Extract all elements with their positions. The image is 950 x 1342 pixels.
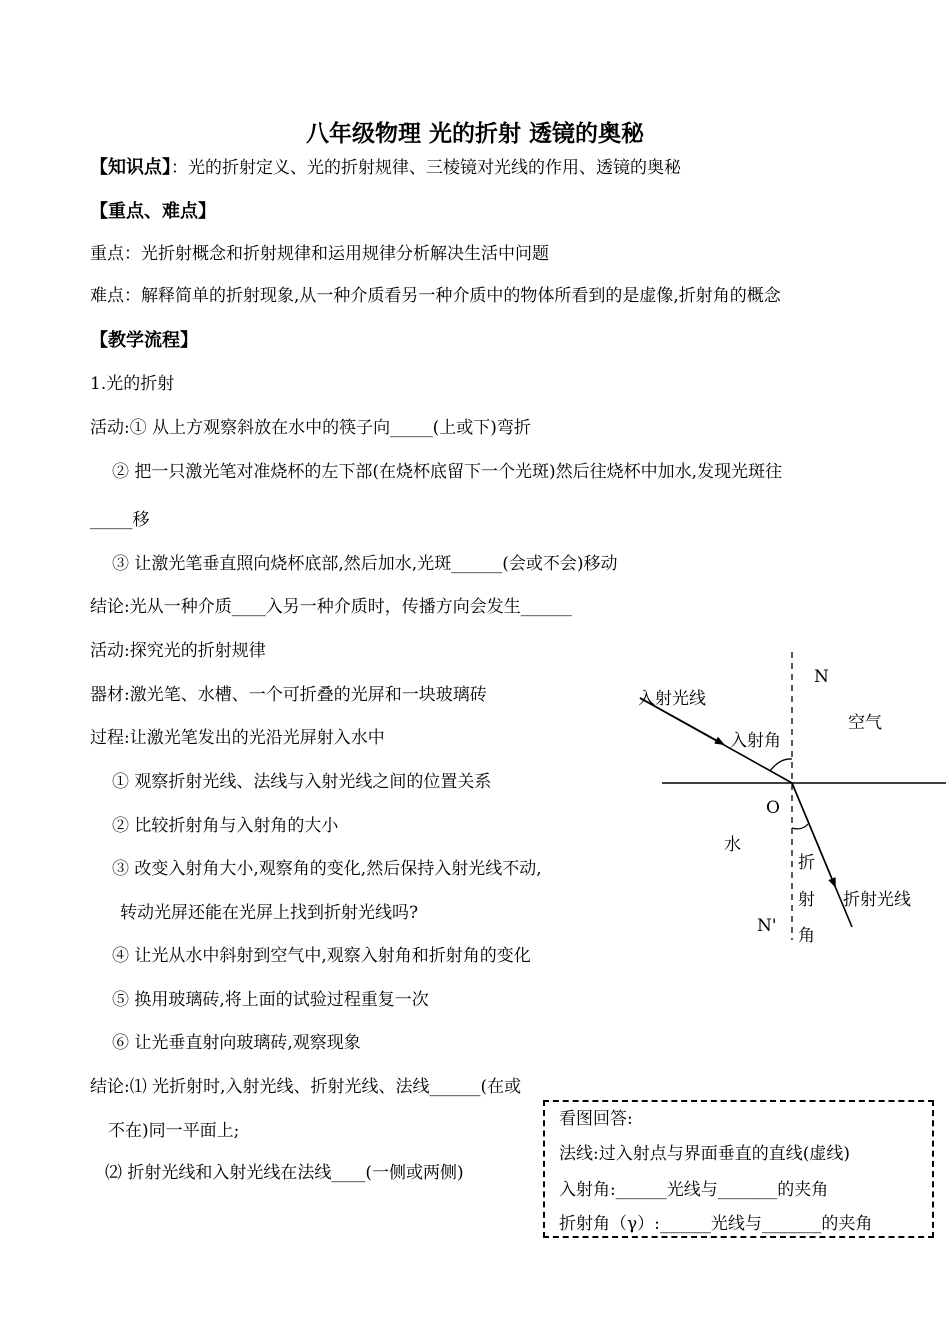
incident-angle-label: 入射角: [730, 731, 781, 751]
step-item: 转动光屏还能在光屏上找到折射光线吗?: [120, 903, 419, 923]
incident-ray-label: 入射光线: [638, 689, 706, 709]
knowledge-label: 【知识点】: [90, 157, 171, 178]
process: 过程:让激光笔发出的光沿光屏射入水中: [90, 728, 385, 748]
process-header: 【教学流程】: [90, 330, 198, 351]
conclusion2-line: ⑵ 折射光线和入射光线在法线____(一侧或两侧): [105, 1163, 464, 1183]
conclusion2-line: 结论:⑴ 光折射时,入射光线、折射光线、法线______(在或: [90, 1077, 522, 1097]
activity1-line: ③ 让激光笔垂直照向烧杯底部,然后加水,光斑______(会或不会)移动: [112, 554, 618, 574]
key-points-header: 【重点、难点】: [90, 201, 216, 222]
refraction-angle-char: 角: [798, 926, 815, 946]
step-item: ③ 改变入射角大小,观察角的变化,然后保持入射光线不动,: [112, 859, 542, 879]
incident-angle-arc: [770, 759, 792, 771]
page-title: 八年级物理 光的折射 透镜的奥秘: [305, 120, 644, 147]
difficulty: 难点：解释简单的折射现象,从一种介质看另一种介质中的物体所看到的是虚像,折射角的概念: [90, 286, 781, 306]
refraction-diagram: [630, 650, 948, 960]
water-label: 水: [724, 835, 741, 855]
answer-line: 折射角（γ）:______光线与_______的夹角: [559, 1214, 873, 1234]
step-item: ① 观察折射光线、法线与入射光线之间的位置关系: [112, 772, 492, 792]
normal-label-n: N: [814, 667, 829, 687]
step-item: ④ 让光从水中斜射到空气中,观察入射角和折射角的变化: [112, 946, 531, 966]
air-label: 空气: [848, 713, 882, 733]
section-title: 1.光的折射: [90, 374, 175, 394]
key-point: 重点：光折射概念和折射规律和运用规律分析解决生活中问题: [90, 244, 549, 264]
equipment: 器材:激光笔、水槽、一个可折叠的光屏和一块玻璃砖: [90, 685, 487, 705]
step-item: ⑤ 换用玻璃砖,将上面的试验过程重复一次: [112, 990, 429, 1010]
point-o-label: O: [766, 798, 780, 818]
conclusion2-line: 不在)同一平面上;: [108, 1121, 240, 1141]
activity1-line: _____移: [90, 510, 150, 530]
conclusion1: 结论:光从一种介质____入另一种介质时，传播方向会发生______: [90, 597, 572, 617]
refracted-ray-label: 折射光线: [843, 890, 911, 910]
normal-label-n-prime: N': [757, 916, 777, 936]
answer-line: 看图回答:: [559, 1109, 633, 1129]
step-item: ⑥ 让光垂直射向玻璃砖,观察现象: [112, 1033, 361, 1053]
refraction-angle-char: 射: [798, 890, 815, 910]
step-item: ② 比较折射角与入射角的大小: [112, 816, 339, 836]
answer-box: [543, 1100, 934, 1238]
activity1-line: ② 把一只激光笔对准烧杯的左下部(在烧杯底留下一个光斑)然后往烧杯中加水,发现光斑往: [112, 462, 783, 482]
refraction-angle-arc: [792, 824, 808, 829]
refraction-angle-char: 折: [798, 853, 815, 873]
answer-line: 入射角:______光线与_______的夹角: [559, 1180, 829, 1200]
activity1-line: 活动:① 从上方观察斜放在水中的筷子向_____(上或下)弯折: [90, 418, 531, 438]
knowledge-text: ：光的折射定义、光的折射规律、三棱镜对光线的作用、透镜的奥秘: [171, 158, 681, 178]
knowledge-line: [90, 157, 681, 179]
activity2: 活动:探究光的折射规律: [90, 641, 266, 661]
answer-line: 法线:过入射点与界面垂直的直线(虚线): [559, 1144, 850, 1164]
